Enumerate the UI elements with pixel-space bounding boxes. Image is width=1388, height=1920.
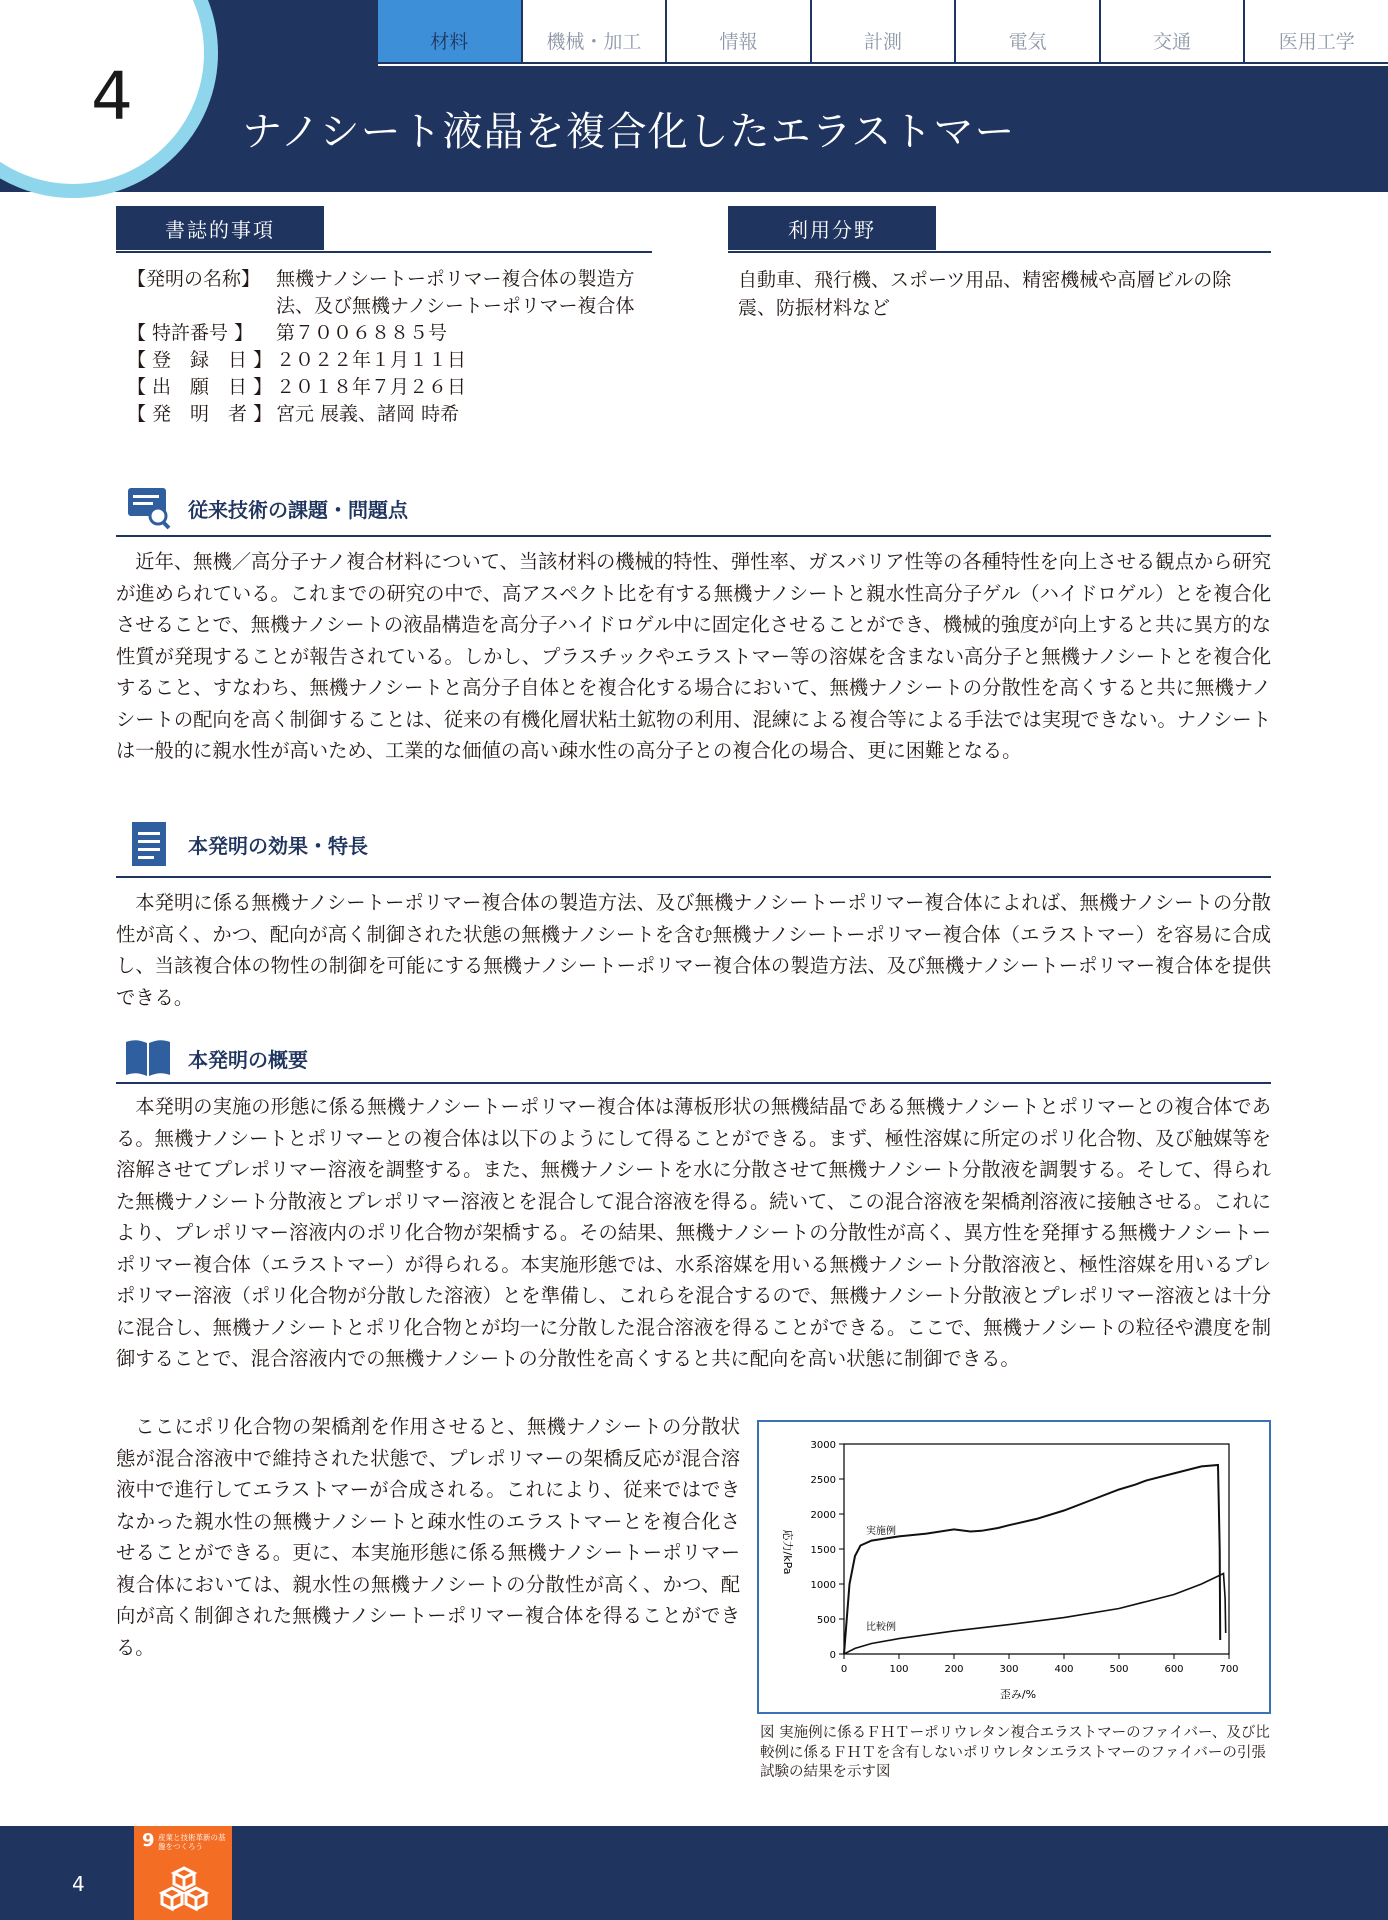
y-tick-label: 1500 [810, 1545, 836, 1556]
document-icon [124, 822, 172, 866]
tab-electric[interactable]: 電気 [956, 0, 1101, 64]
tab-materials[interactable]: 材料 [378, 0, 523, 64]
summary-heading [124, 1036, 308, 1080]
category-tabs [378, 0, 1388, 66]
bibliography-row [127, 266, 647, 320]
tab-transport[interactable]: 交通 [1101, 0, 1246, 64]
bibliography-key: 【 発 明 者 】 [127, 403, 273, 425]
stress-strain-chart [759, 1422, 1269, 1712]
tab-measurement[interactable]: 計測 [812, 0, 957, 64]
bibliography-value: 無機ナノシートーポリマー複合体の製造方法、及び無機ナノシートーポリマー複合体 [276, 268, 635, 317]
x-tick-label: 600 [1164, 1664, 1184, 1675]
prior-art-text: 近年、無機／高分子ナノ複合材料について、当該材料の機械的特性、弾性率、ガスバリア性等の各種特性を向上させる観点から研究が進められている。これまでの研究の中で、高アスペクト比を有する無機ナノシートと親水性高分子ゲル（ハイドロゲル）とを複合化させることで、無機ナノシートの液晶構造を高分子ハイドロゲル中に固定化させることができ、機械的強度が向上すると共に異方的な性質が発現することが報告されている。しかし、プラスチックやエラストマー等の溶媒を含まない高分子と無機ナノシートとを複合化すること、すなわち、無機ナノシートと高分子自体とを複合化する場合において、無機ナノシートの分散性を高くすると共に無機ナノシートの配向を高く制御することは、従来の有機化層状粘土鉱物の利用、混練による複合等による手法では実現できない。ナノシートは一般的に親水性が高いため、工業的な価値の高い疎水性の高分子との複合化の場合、更に困難となる。 [116, 550, 1271, 762]
prior-art-heading-text: 従来技術の課題・問題点 [188, 497, 408, 522]
sdg-goal-text: 産業と技術革新の基盤をつくろう [158, 1833, 226, 1851]
chapter-number: 4 [91, 58, 133, 135]
application-rule [728, 251, 1271, 253]
bibliography-value: 宮元 展義、諸岡 時希 [276, 403, 460, 425]
chart-axes [844, 1444, 1229, 1654]
summary-heading-text: 本発明の概要 [188, 1047, 308, 1072]
search-document-icon [124, 486, 172, 530]
bibliography-key: 【 出 願 日 】 [127, 376, 273, 398]
application-label: 利用分野 [728, 206, 936, 250]
bibliography-key: 【発明の名称】 [127, 268, 261, 290]
figure-caption: 図 実施例に係るＦＨＴーポリウレタン複合エラストマーのファイバー、及び比較例に係るＦＨＴを含有しないポリウレタンエラストマーのファイバーの引張試験の結果を示す図 [760, 1725, 1270, 1780]
x-tick-label: 300 [999, 1664, 1019, 1675]
sdg-number: 9 [142, 1830, 155, 1851]
chart-x-axis-label: 歪み/% [999, 1688, 1037, 1701]
tab-machinery[interactable]: 機械・加工 [523, 0, 668, 64]
series-label-comparative: 比較例 [866, 1622, 896, 1633]
page-title: ナノシート液晶を複合化したエラストマー [242, 109, 1016, 155]
bibliography-key: 【 特許番号 】 [127, 322, 254, 344]
x-tick-label: 400 [1054, 1664, 1074, 1675]
summary-text-2: ここにポリ化合物の架橋剤を作用させると、無機ナノシートの分散状態が混合溶液中で維持された状態で、プレポリマーの架橋反応が混合溶液中で進行してエラストマーが合成される。これにより、従来ではできなかった親水性の無機ナノシートと疎水性のエラストマーとを複合化させることができる。更に、本実施形態に係る無機ナノシートーポリマー複合体においては、親水性の無機ナノシートの分散性が高く、かつ、配向が高く制御された無機ナノシートーポリマー複合体を得ることができる。 [116, 1415, 740, 1659]
bibliography-value: ２０１８年７月２６日 [276, 376, 467, 398]
bibliography-value: 第７００６８８５号 [276, 322, 448, 344]
x-tick-label: 700 [1219, 1664, 1239, 1675]
x-tick-label: 500 [1109, 1664, 1129, 1675]
prior-art-rule [116, 535, 1271, 537]
y-tick-label: 2500 [810, 1475, 836, 1486]
y-tick-label: 1000 [810, 1580, 836, 1591]
figure-frame [757, 1420, 1271, 1714]
bibliography-row [127, 347, 647, 374]
x-tick-label: 100 [889, 1664, 909, 1675]
series-line-1 [844, 1465, 1220, 1654]
chart-y-axis-label: 応力/kPa [781, 1529, 794, 1575]
tab-information[interactable]: 情報 [667, 0, 812, 64]
bibliography-row [127, 320, 647, 347]
y-tick-label: 500 [816, 1615, 836, 1626]
effect-rule [116, 876, 1271, 878]
x-tick-label: 0 [840, 1664, 848, 1675]
bibliography-list [127, 266, 647, 428]
tab-medical[interactable]: 医用工学 [1245, 0, 1388, 64]
bibliography-value: ２０２２年１月１１日 [276, 349, 467, 371]
x-tick-label: 200 [944, 1664, 964, 1675]
cubes-icon [158, 1864, 210, 1916]
plot-frame [844, 1444, 1229, 1654]
bibliography-row [127, 401, 647, 428]
effect-heading [124, 822, 368, 866]
bibliography-label: 書誌的事項 [116, 206, 324, 250]
chart-lines [844, 1465, 1226, 1654]
open-book-icon [124, 1036, 172, 1080]
y-tick-label: 2000 [810, 1510, 836, 1521]
bibliography-rule [116, 251, 652, 253]
summary-text-1: 本発明の実施の形態に係る無機ナノシートーポリマー複合体は薄板形状の無機結晶である無機ナノシートとポリマーとの複合体である。無機ナノシートとポリマーとの複合体は以下のようにして得ることができる。まず、極性溶媒に所定のポリ化合物、及び触媒等を溶解させてプレポリマー溶液を調整する。また、無機ナノシートを水に分散させて無機ナノシート分散液を調製する。そして、得られた無機ナノシート分散液とプレポリマー溶液とを混合して混合溶液を得る。続いて、この混合溶液を架橋剤溶液に接触させる。これにより、プレポリマー溶液内のポリ化合物が架橋する。その結果、無機ナノシートの分散性が高く、異方性を発揮する無機ナノシートーポリマー複合体（エラストマー）が得られる。本実施形態では、水系溶媒を用いる無機ナノシート分散溶液と、極性溶媒を用いるプレポリマー溶液（ポリ化合物が分散した溶液）とを準備し、これらを混合するので、無機ナノシート分散液とプレポリマー溶液とは十分に混合し、無機ナノシートとポリ化合物とが均一に分散した混合溶液を得ることができる。ここで、無機ナノシートの粒径や濃度を制御することで、混合溶液内での無機ナノシートの分散性を高くすると共に配向を高い状態に制御できる。 [116, 1095, 1271, 1370]
prior-art-heading [124, 486, 408, 530]
series-line-2 [844, 1574, 1226, 1655]
effect-heading-text: 本発明の効果・特長 [188, 833, 368, 858]
y-tick-label: 3000 [810, 1440, 836, 1451]
summary-rule [116, 1082, 1271, 1084]
chart-ticks [811, 1440, 1239, 1675]
series-label-example: 実施例 [866, 1526, 896, 1537]
bibliography-row [127, 374, 647, 401]
y-tick-label: 0 [829, 1650, 836, 1661]
effect-text: 本発明に係る無機ナノシートーポリマー複合体の製造方法、及び無機ナノシートーポリマー複合体によれば、無機ナノシートの分散性が高く、かつ、配向が高く制御された状態の無機ナノシートを含む無機ナノシートーポリマー複合体（エラストマー）を容易に合成し、当該複合体の物性の制御を可能にする無機ナノシートーポリマー複合体の製造方法、及び無機ナノシートーポリマー複合体を提供できる。 [116, 891, 1271, 1009]
page-number: 4 [72, 1872, 85, 1896]
bibliography-key: 【 登 録 日 】 [127, 349, 273, 371]
application-text: 自動車、飛行機、スポーツ用品、精密機械や高層ビルの除震、防振材料など [738, 269, 1232, 319]
